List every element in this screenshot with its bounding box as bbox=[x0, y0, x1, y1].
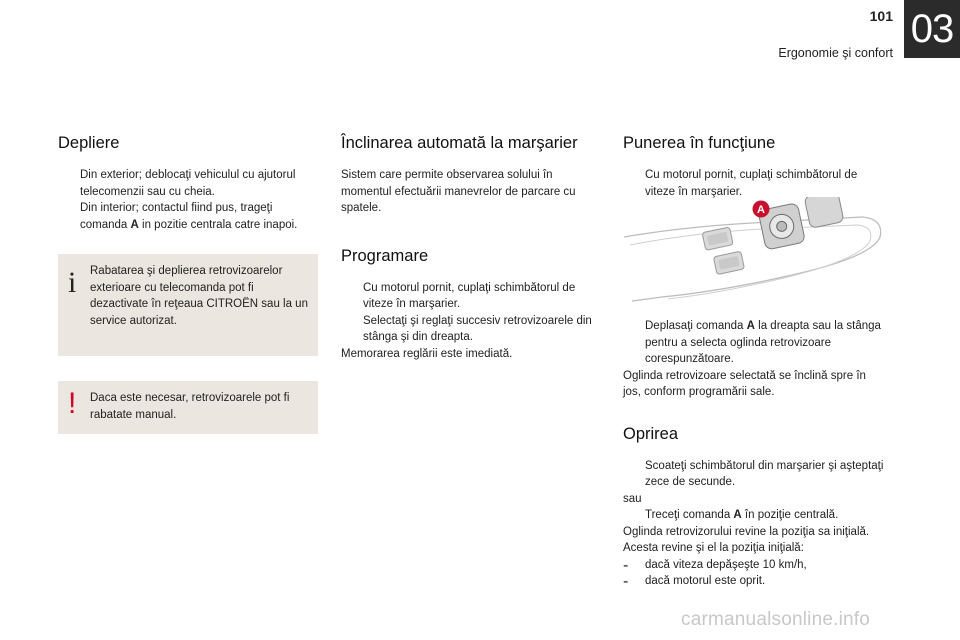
revine-text: Oglinda retrovizorului revine la poziţia sa iniţială. bbox=[623, 525, 870, 538]
warning-box bbox=[58, 381, 318, 434]
punere-list bbox=[623, 167, 885, 200]
inclinare-description: Sistem care permite observarea solului în momentul efectuării manevrelor de parcare cu spatele. bbox=[341, 169, 576, 214]
column-inclinare bbox=[341, 134, 603, 362]
list-item: Cu motorul pornit, cuplaţi schimbătorul de viteze în marşarier. bbox=[645, 169, 858, 198]
depliere-list bbox=[58, 167, 320, 233]
revine-conditii-text: Acesta revine şi el la poziţia iniţială: bbox=[623, 542, 804, 554]
list-item: Din interior; contactul fiind pus, trageţi comanda A in pozitie centrala catre inapoi. bbox=[80, 202, 298, 231]
mirror-control-illustration bbox=[622, 197, 886, 305]
sau-text: sau bbox=[623, 492, 642, 505]
column-punere-continued bbox=[623, 318, 885, 590]
chapter-tab: 03 bbox=[904, 0, 960, 58]
oprirea-list-2 bbox=[623, 507, 885, 524]
list-item: Treceţi comanda A în poziţie centrală. bbox=[645, 509, 839, 521]
list-item: Din exterior; deblocaţi vehiculul cu ajutorul telecomenzii sau cu cheia. bbox=[80, 169, 296, 198]
section-title: Ergonomie şi confort bbox=[778, 46, 893, 60]
figure-label-a: A bbox=[757, 204, 765, 216]
dash-item: - dacă motorul este oprit. bbox=[623, 573, 766, 590]
warning-text: Daca este necesar, retrovizoarele pot fi rabatate manual. bbox=[90, 392, 290, 421]
column-depliere bbox=[58, 134, 320, 233]
column-punere bbox=[623, 134, 885, 200]
info-text: Rabatarea şi deplierea retrovizoarelor exterioare cu telecomanda pot fi dezactivate în reţeaua CITROËN sau la un service autorizat. bbox=[90, 265, 308, 327]
list-item: Scoateţi schimbătorul din marşarier şi aşteptaţi zece de secunde. bbox=[645, 459, 884, 488]
info-icon: i bbox=[68, 266, 77, 299]
watermark: carmanualsonline.info bbox=[681, 609, 871, 630]
heading-punere: Punerea în funcţiune bbox=[623, 134, 776, 152]
info-box bbox=[58, 254, 318, 356]
heading-depliere: Depliere bbox=[58, 134, 120, 152]
punere-result-text: Oglinda retrovizoare selectată se înclină spre în jos, conform programării sale. bbox=[623, 369, 866, 398]
heading-programare: Programare bbox=[341, 246, 429, 265]
heading-inclinare: Înclinarea automată la marşarier bbox=[341, 134, 578, 152]
memorare-text: Memorarea reglării este imediată. bbox=[341, 347, 513, 360]
list-item: Selectaţi şi reglaţi succesiv retrovizoarele din stânga şi din dreapta. bbox=[363, 314, 592, 343]
list-item: Cu motorul pornit, cuplaţi schimbătorul de viteze în marşarier. bbox=[363, 281, 576, 310]
oprirea-list bbox=[623, 458, 885, 491]
heading-oprirea: Oprirea bbox=[623, 424, 679, 443]
list-item: Deplasaţi comanda A la dreapta sau la stânga pentru a selecta oglinda retrovizoare corespunzătoare. bbox=[645, 320, 881, 365]
dash-item: - dacă viteza depăşeşte 10 km/h, bbox=[623, 556, 807, 574]
punere-list-2 bbox=[623, 318, 885, 368]
mirror-control-figure bbox=[622, 197, 886, 305]
page-number: 101 bbox=[869, 8, 893, 24]
warning-icon: ! bbox=[68, 387, 77, 420]
programare-list bbox=[341, 280, 603, 346]
